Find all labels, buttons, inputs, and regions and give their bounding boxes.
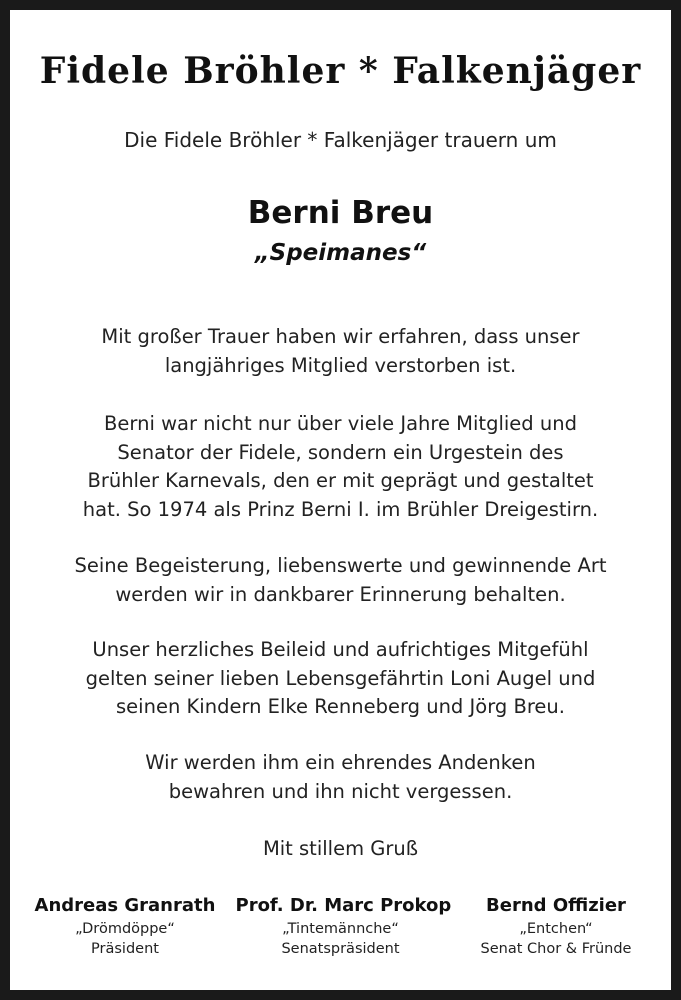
signatories — [20, 893, 661, 959]
signatory-nickname: „Drömdöppe“ — [75, 921, 175, 937]
signatory-role: Präsident — [91, 941, 159, 957]
text-line: bewahren und ihn nicht vergessen. — [168, 779, 513, 803]
text-line: gelten seiner lieben Lebensgefährtin Loni Augel und — [85, 666, 596, 690]
text-line: werden wir in dankbarer Erinnerung behalten. — [115, 582, 566, 606]
text-line: Unser herzliches Beileid und aufrichtiges Mitgefühl — [92, 638, 589, 661]
signatory-nickname: „Tintemännche“ — [282, 921, 399, 937]
text-line: Berni war nicht nur über viele Jahre Mitglied und — [104, 412, 577, 435]
club-title: Fidele Bröhler * Falkenjäger — [39, 50, 642, 92]
signatory-nickname: „Entchen“ — [519, 921, 593, 937]
deceased-nickname: „Speimanes“ — [254, 240, 427, 266]
paragraph-1 — [30, 323, 651, 380]
signatory-name: Bernd Offizier — [486, 895, 626, 916]
text-line: Seine Begeisterung, liebenswerte und gewinnende Art — [74, 554, 607, 577]
paragraph-3 — [30, 552, 651, 609]
deceased-name: Berni Breu — [247, 195, 434, 231]
signatory-senate-president — [235, 893, 452, 959]
closing-greeting: Mit stillem Gruß — [262, 837, 419, 860]
signatory-role: Senatspräsident — [281, 941, 400, 957]
paragraph-4 — [30, 636, 651, 722]
intro-line: Die Fidele Bröhler * Falkenjäger trauern um — [124, 128, 557, 152]
text-line: Wir werden ihm ein ehrendes Andenken — [145, 751, 536, 774]
signatory-president — [20, 893, 230, 959]
signatory-name: Andreas Granrath — [34, 895, 216, 916]
text-line: seinen Kindern Elke Renneberg und Jörg Breu. — [116, 695, 565, 718]
paragraph-5 — [30, 749, 651, 806]
text-line: Brühler Karnevals, den er mit geprägt und gestaltet — [87, 469, 594, 492]
text-line: Senator der Fidele, sondern ein Urgestein des — [117, 440, 564, 464]
signatory-name: Prof. Dr. Marc Prokop — [235, 895, 452, 916]
text-line: Mit großer Trauer haben wir erfahren, dass unser — [101, 325, 580, 348]
paragraph-2 — [30, 410, 651, 524]
signatory-role: Senat Chor & Fründe — [480, 941, 632, 957]
text-line: langjähriges Mitglied verstorben ist. — [164, 353, 517, 377]
text-line: hat. So 1974 als Prinz Berni I. im Brühler Dreigestirn. — [82, 497, 599, 521]
signatory-senate-choir — [451, 893, 661, 959]
